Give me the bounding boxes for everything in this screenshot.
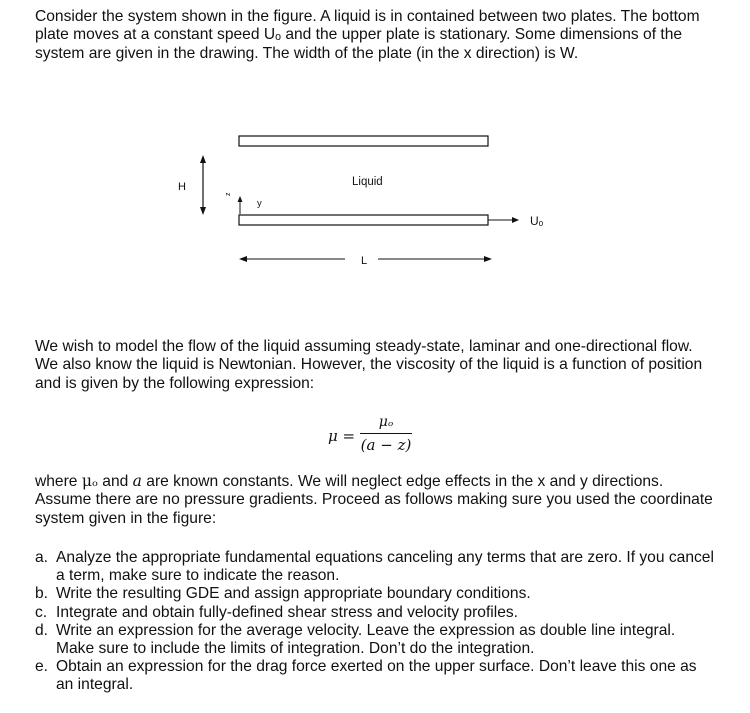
list-marker: d. [35,621,49,639]
list-item-text: Analyze the appropriate fundamental equations canceling any terms that are zero. If you cancel a term, make sure to indicate the reason. [56,549,714,585]
list-item-text: Write the resulting GDE and assign appropriate boundary conditions. [56,585,531,603]
list-item-text: Write an expression for the average velocity. Leave the expression as double line integral. Make sure to include the limits of integration. Don’t do the integration. [56,621,676,658]
velocity-label: Uₒ [530,214,544,228]
lower-plate [239,215,488,225]
list-item [35,549,715,585]
upper-plate [239,136,488,146]
y-axis-label: y [257,198,262,209]
equation-denominator: (a − z) [360,436,412,454]
z-axis-label: z [225,192,232,196]
velocity-arrow [488,217,519,223]
where-rest: are known constants. We will neglect edge effects in the x and y directions. Assume there are no pressure gradients. Proceed as follows making sure you used the coordinate system given in the figure: [35,473,713,527]
length-label: L [361,255,368,267]
where-prefix: where [35,473,82,490]
list-item [35,622,715,658]
fraction-bar [360,433,412,434]
model-paragraph: We wish to model the flow of the liquid assuming steady-state, laminar and one-directional flow. We also know the liquid is Newtonian. However, the viscosity of the liquid is a function of position and is given by the following expression: [35,338,703,392]
equation-numerator: μₒ [378,414,394,430]
z-axis-arrow [238,196,243,214]
a-constant: a [132,472,142,490]
list-item [35,658,715,694]
height-arrow [200,155,206,215]
list-item-text: Obtain an expression for the drag force exerted on the upper surface. Don’t leave this one as an integral. [56,658,697,694]
task-list [35,549,715,695]
liquid-label: Liquid [352,176,383,188]
list-item-text: Integrate and obtain fully-defined shear stress and velocity profiles. [56,603,519,621]
where-mid: and [97,473,133,490]
list-marker: e. [35,658,49,676]
intro-paragraph: Consider the system shown in the figure. A liquid is in contained between two plates. The bottom plate moves at a constant speed Uₒ and the upper plate is stationary. Some dimensions of the system are given in the drawing. The width of the plate (in the x direction) is W. [35,8,700,62]
height-label: H [178,181,186,193]
list-item [35,585,715,603]
equation-fraction [360,414,412,454]
list-marker: a. [35,549,49,566]
where-paragraph [35,472,715,528]
equation-lhs: μ = [328,427,356,445]
mu0-symbol: μₒ [81,472,98,490]
list-marker: b. [35,585,49,603]
list-item [35,604,715,622]
list-marker: c. [35,603,48,621]
